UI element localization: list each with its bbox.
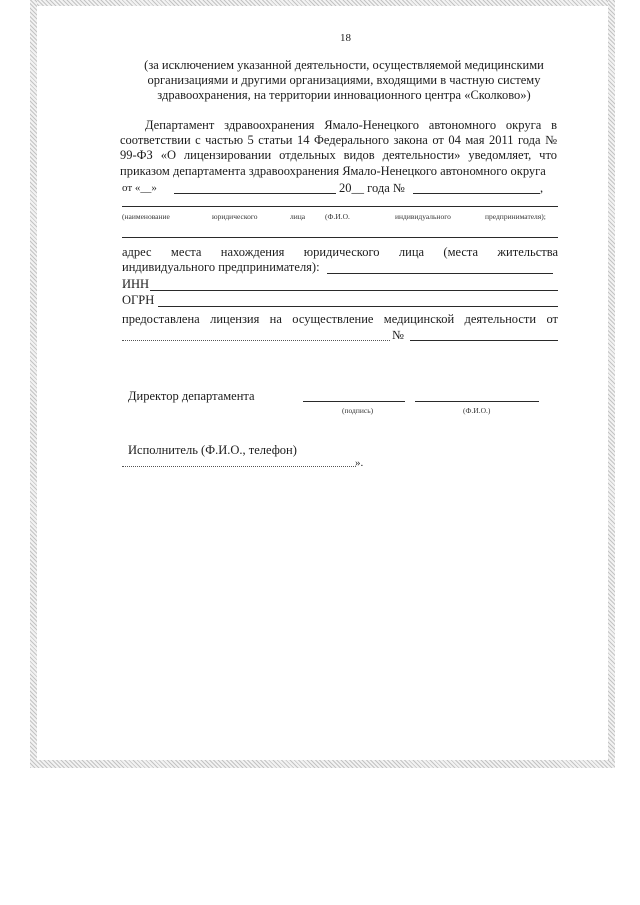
scan-border-left: [30, 0, 37, 768]
inn-label: ИНН: [122, 277, 150, 291]
name-caption-5: индивидуального: [395, 212, 451, 221]
body-line-1: Департамент здравоохранения Ямало-Ненецкого автономного округа в: [145, 118, 557, 132]
body-line-2: соответствии с частью 5 статьи 14 Федерального закона от 04 мая 2011 года №: [120, 133, 557, 147]
address-blank: [327, 273, 553, 274]
scan-border-top: [30, 0, 615, 6]
entity-name-blank: [122, 206, 558, 207]
body-line-4: приказом департамента здравоохранения Ямало-Ненецкого автономного округа: [120, 164, 546, 178]
license-number-sign: №: [392, 328, 404, 342]
scan-border-right: [608, 0, 615, 768]
order-number-blank: [413, 193, 540, 194]
signature-title: Директор департамента: [128, 389, 255, 403]
license-line: предоставлена лицензия на осуществление медицинской деятельности от: [122, 312, 558, 326]
name-caption-4: (Ф.И.О.: [325, 212, 350, 221]
date-line-comma: ,: [540, 181, 544, 195]
name-caption-1: (наименование: [122, 212, 170, 221]
name-caption-3: лица: [290, 212, 306, 221]
page-number: 18: [340, 32, 351, 44]
heading-line-2: организациями и другими организациями, входящими в частную систему: [147, 73, 541, 87]
date-month-blank: [174, 193, 336, 194]
heading-line-1: (за исключением указанной деятельности, осуществляемой медицинскими: [144, 58, 544, 72]
inn-blank: [150, 290, 558, 291]
executor-label: Исполнитель (Ф.И.О., телефон): [128, 443, 297, 457]
license-number-blank: [410, 340, 558, 341]
license-date-blank: [122, 340, 390, 341]
signature-sign-caption: (подпись): [342, 406, 374, 415]
signature-name-blank: [415, 401, 539, 402]
scan-border-bottom: [30, 760, 615, 768]
closing-mark: ».: [355, 457, 364, 469]
date-from: от «__»: [122, 182, 157, 194]
entity-name-second-blank: [122, 237, 558, 238]
signature-name-caption: (Ф.И.О.): [463, 406, 491, 415]
address-line-1: адрес места нахождения юридического лица (места жительства: [122, 245, 558, 259]
signature-blank: [303, 401, 405, 402]
name-caption-2: юридического: [212, 212, 258, 221]
ogrn-blank: [158, 306, 558, 307]
date-year: 20__ года №: [339, 181, 405, 195]
body-line-3: 99-ФЗ «О лицензировании отдельных видов деятельности» уведомляет, что: [120, 148, 557, 162]
name-caption-6: предпринимателя);: [485, 212, 546, 221]
heading-line-3: здравоохранения, на территории инновационного центра «Сколково»): [157, 88, 531, 102]
executor-blank: [122, 466, 356, 467]
ogrn-label: ОГРН: [122, 293, 155, 307]
address-line-2: индивидуального предпринимателя):: [122, 260, 320, 274]
